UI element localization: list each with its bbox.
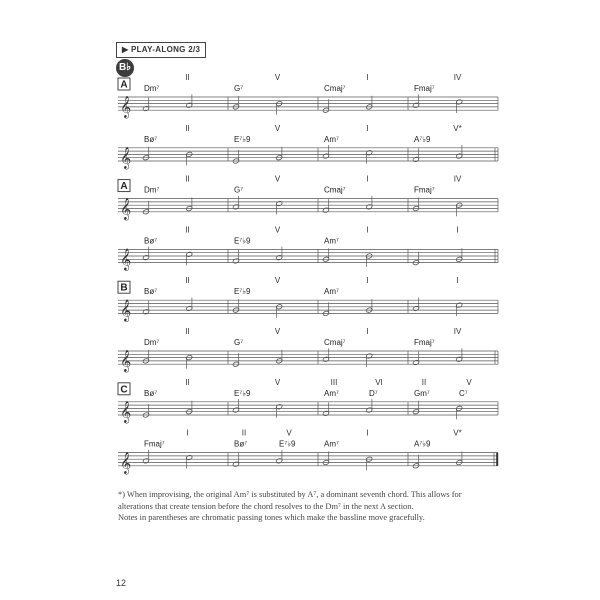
chord-symbol: Am⁷ [324, 287, 339, 297]
chord-symbol: Am⁷ [324, 236, 339, 246]
chord-symbol: Dm⁷ [144, 185, 160, 195]
treble-clef-icon: 𝄞 [120, 97, 132, 119]
section-label: B [120, 282, 128, 294]
roman-numeral: II [185, 377, 190, 387]
roman-numeral: I [366, 123, 369, 133]
chord-symbol: Fmaj⁷ [414, 338, 435, 347]
chord-symbol: E⁷♭9 [279, 439, 296, 449]
chord-symbol: Bø⁷ [144, 236, 158, 246]
chord-symbol: Bø⁷ [144, 287, 158, 297]
roman-numeral: IV [453, 327, 462, 336]
roman-numeral: V [274, 276, 281, 286]
chord-symbol: G⁷ [234, 84, 244, 93]
roman-numeral: V [274, 123, 281, 133]
chord-symbol: A⁷♭9 [414, 439, 431, 449]
play-along-header: ▶ PLAY-ALONG 2/3 [116, 42, 206, 58]
chord-symbol: Bø⁷ [144, 134, 158, 144]
roman-numeral: IV [453, 73, 462, 82]
roman-numeral: V [274, 73, 281, 82]
roman-numeral: II [185, 123, 190, 133]
chord-symbol: Dm⁷ [144, 84, 160, 93]
section-label: C [120, 384, 128, 396]
roman-numeral: V [274, 225, 281, 235]
chord-symbol: G⁷ [234, 185, 244, 195]
chord-symbol: E⁷♭9 [234, 236, 251, 246]
roman-numeral: I [456, 225, 459, 235]
footnote [118, 489, 490, 524]
treble-clef-icon: 𝄞 [120, 300, 132, 322]
chord-symbol: C⁷ [459, 388, 468, 398]
roman-numeral: I [366, 73, 369, 82]
chord-symbol: Cmaj⁷ [324, 84, 346, 93]
footnote-para-2: Notes in parentheses are chromatic passing tones which make the bassline move gracefully. [118, 513, 425, 522]
roman-numeral: I [456, 276, 459, 286]
chord-symbol: Bø⁷ [234, 439, 248, 449]
chord-symbol: Dm⁷ [144, 338, 160, 347]
chord-symbol: A⁷♭9 [414, 134, 431, 144]
chord-symbol: G⁷ [234, 338, 244, 347]
roman-numeral: II [241, 428, 247, 438]
roman-numeral: II [421, 377, 427, 387]
roman-numeral: V [274, 174, 281, 184]
roman-numeral: II [185, 327, 190, 336]
chord-symbol: Am⁷ [324, 134, 339, 144]
roman-numeral: VI [375, 377, 383, 387]
treble-clef-icon: 𝄞 [120, 452, 132, 474]
chord-symbol: Fmaj⁷ [414, 185, 435, 195]
roman-numeral: I [366, 174, 369, 184]
chord-symbol: Fmaj⁷ [144, 439, 165, 449]
chord-symbol: Fmaj⁷ [414, 84, 435, 93]
chord-symbol: E⁷♭9 [234, 388, 251, 398]
roman-numeral: I [366, 276, 369, 286]
roman-numeral: IV [453, 174, 462, 184]
roman-numeral: II [185, 225, 190, 235]
chord-symbol: D⁷ [369, 388, 378, 398]
roman-numeral: V* [453, 428, 462, 438]
key-badge: B♭ [116, 59, 134, 77]
roman-numeral: V* [453, 123, 462, 133]
treble-clef-icon: 𝄞 [120, 148, 132, 169]
roman-numeral: V [274, 327, 281, 336]
roman-numeral: II [185, 174, 190, 184]
treble-clef-icon: 𝄞 [120, 351, 132, 373]
footnote-para-1: *) When improvising, the original Am⁷ is substituted by A⁷, a dominant seventh chord. This allows for alterations that create tension before the chord resolves to the Dm⁷ in the next A section. [118, 490, 462, 511]
roman-numeral: I [366, 327, 369, 336]
treble-clef-icon: 𝄞 [120, 198, 132, 220]
chord-symbol: Gm⁷ [414, 388, 430, 398]
chord-symbol: E⁷♭9 [234, 287, 251, 297]
roman-numeral: I [366, 428, 369, 438]
chord-symbol: E⁷♭9 [234, 134, 251, 144]
roman-numeral: V [286, 428, 292, 438]
roman-numeral: I [186, 428, 189, 438]
treble-clef-icon: 𝄞 [120, 402, 132, 423]
chord-symbol: Bø⁷ [144, 388, 158, 398]
chord-symbol: Am⁷ [324, 439, 339, 449]
chord-symbol: Cmaj⁷ [324, 338, 346, 347]
roman-numeral: II [185, 73, 190, 82]
section-label: A [120, 181, 128, 193]
chord-symbol: Cmaj⁷ [324, 185, 346, 195]
roman-numeral: III [330, 377, 338, 387]
roman-numeral: II [185, 276, 190, 286]
roman-numeral: V [466, 377, 472, 387]
roman-numeral: I [366, 225, 369, 235]
section-label: A [120, 79, 128, 91]
chord-symbol: Am⁷ [324, 388, 339, 398]
page-number: 12 [116, 578, 127, 588]
treble-clef-icon: 𝄞 [120, 249, 132, 271]
roman-numeral: V [274, 377, 281, 387]
